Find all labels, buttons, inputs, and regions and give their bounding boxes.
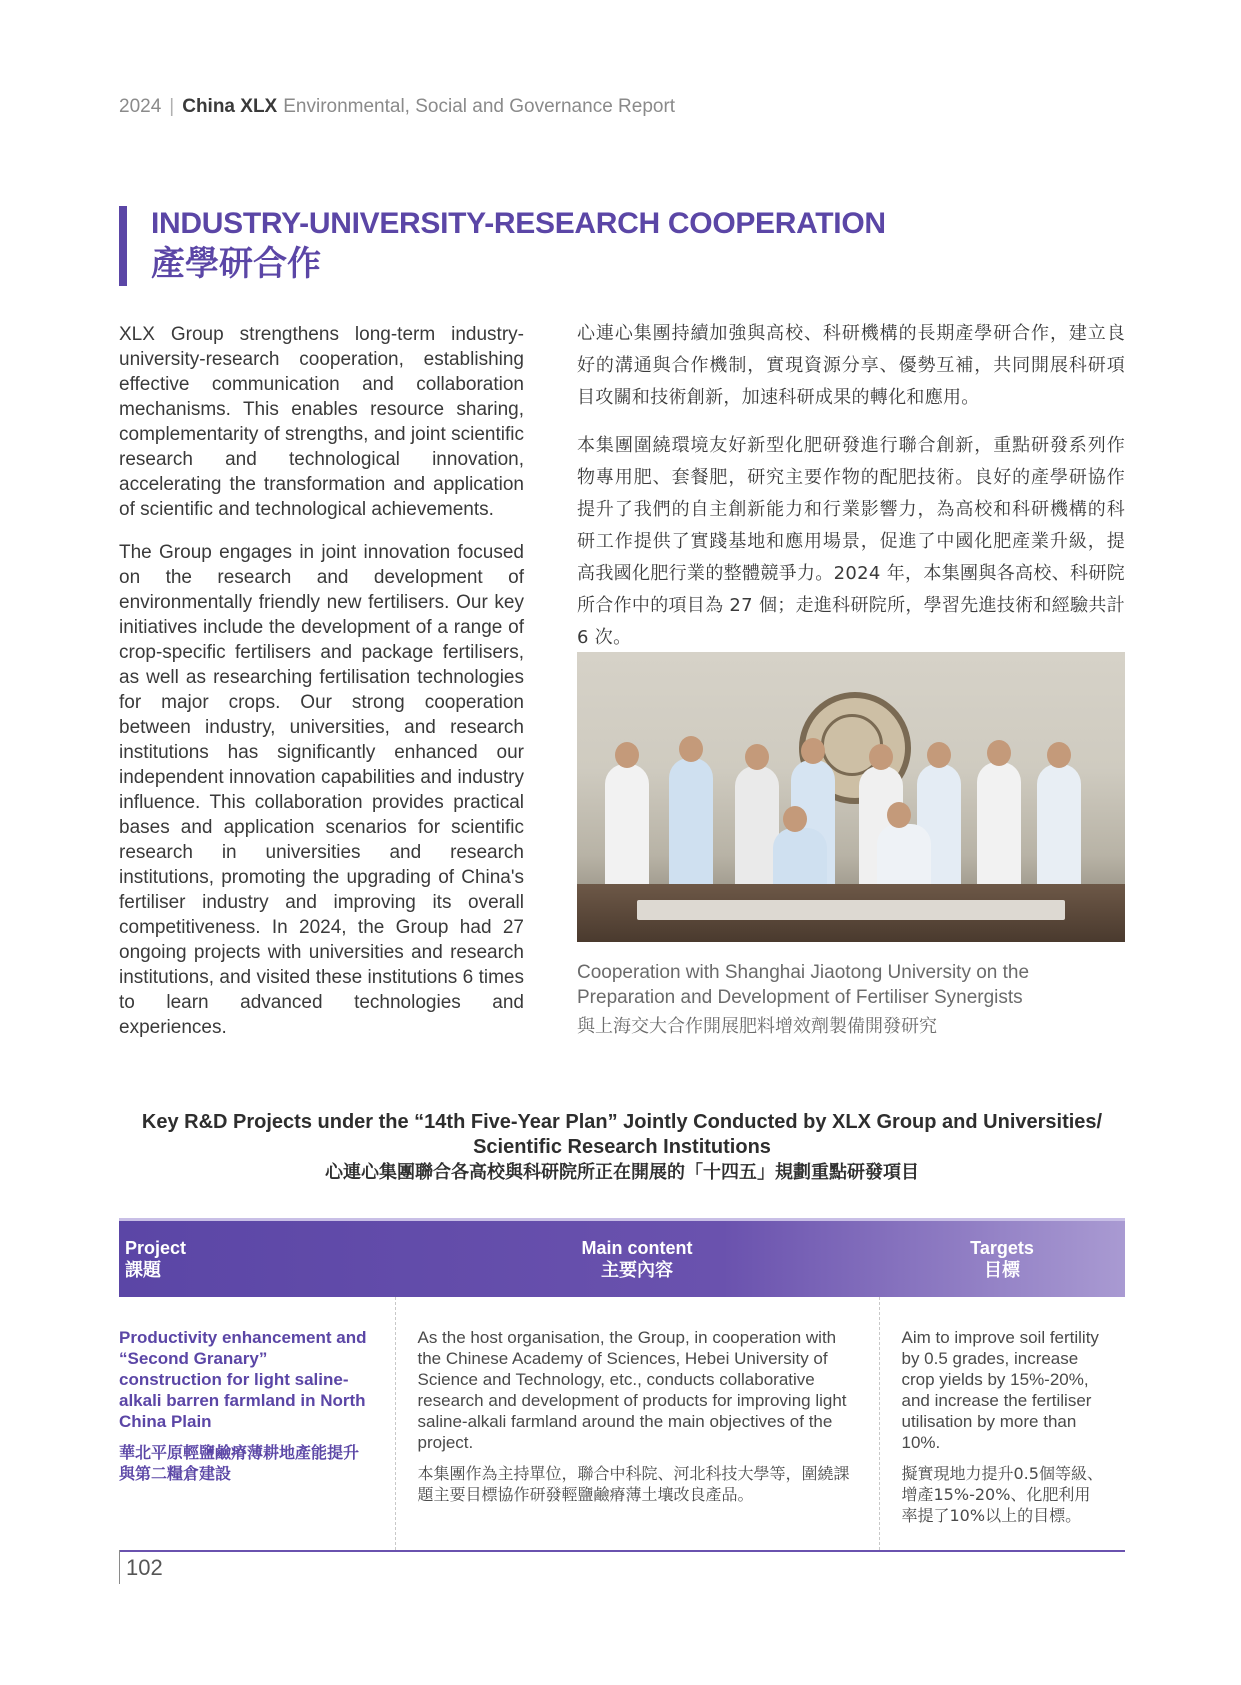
header-main-zh: 主要內容 (601, 1260, 673, 1280)
company-name: China XLX (182, 96, 278, 117)
main-content-cell (395, 1297, 879, 1551)
table-title-zh: 心連心集團聯合各高校與科研院所正在開展的「十四五」規劃重點研發項目 (325, 1162, 919, 1183)
targets-en: Aim to improve soil fertility by 0.5 grades, increase crop yields by 15%-20%, and increase the fertiliser utilisation by more than 10%. (901, 1328, 1099, 1452)
targets-zh: 擬實現地力提升0.5個等級、增產15%-20%、化肥利用率提了10%以上的目標。 (901, 1464, 1103, 1525)
chinese-body (577, 318, 1125, 670)
section-title-zh: 產學研合作 (151, 244, 321, 284)
chinese-paragraph-1: 心連心集團持續加強與高校、科研機構的長期產學研合作，建立良好的溝通與合作機制，實現資源分享、優勢互補，共同開展科研項目攻關和技術創新，加速科研成果的轉化和應用。 (577, 323, 1125, 408)
table-header-row (119, 1220, 1125, 1298)
person (977, 762, 1021, 902)
header-project (119, 1220, 395, 1298)
chinese-paragraph-2: 本集團圍繞環境友好新型化肥研發進行聯合創新，重點研發系列作物專用肥、套餐肥，研究主要作物的配肥技術。良好的產學研協作提升了我們的自主創新能力和行業影響力，為高校和科研機構的科研工作提供了實踐基地和應用場景，促進了中國化肥產業升級，提高我國化肥行業的整體競爭力。2024 年，本集團與各高校、科研院所合作中的項目為 27 個；走進科研院所，學習先進技術和經驗共計 6 次。 (577, 435, 1125, 648)
rd-projects-table (119, 1218, 1125, 1552)
report-year: 2024 (119, 96, 162, 117)
table-cloth (637, 900, 1065, 920)
person (605, 764, 649, 904)
project-cell (119, 1297, 395, 1551)
header-project-zh: 課題 (125, 1260, 161, 1280)
section-title-en: INDUSTRY-UNIVERSITY-RESEARCH COOPERATION (151, 207, 886, 240)
header-main-content (395, 1220, 879, 1298)
group-photo (577, 652, 1125, 942)
main-content-zh: 本集團作為主持單位，聯合中科院、河北科技大學等，圍繞課題主要目標協作研發輕鹽鹼瘠薄土壤改良產品。 (417, 1464, 850, 1504)
header-separator: | (169, 96, 175, 117)
section-title (119, 206, 886, 286)
targets-cell (879, 1297, 1125, 1551)
english-paragraph-2: The Group engages in joint innovation focused on the research and development of environmentally friendly new fertilisers. Our key initiatives include the development of a range of crop-specific fertilisers and package fertilisers, as well as researching fertilisation technologies for major crops. Our strong cooperation between industry, universities, and research institutions has significantly enhanced our independent innovation capabilities and industry influence. This collaboration provides practical bases and application scenarios for scientific research in universities and research institutions, promoting the upgrading of China's fertiliser industry and improving its overall competitiveness. In 2024, the Group had 27 ongoing projects with universities and research institutions, and visited these institutions 6 times to learn advanced technologies and experiences. (119, 542, 524, 1038)
photo-caption (577, 960, 1125, 1039)
english-body (119, 322, 524, 1058)
photo-caption-en: Cooperation with Shanghai Jiaotong University on the Preparation and Development of Fertiliser Synergists (577, 962, 1030, 1008)
running-header (119, 96, 675, 118)
report-title: Environmental, Social and Governance Report (283, 96, 676, 117)
photo-caption-zh: 與上海交大合作開展肥料增效劑製備開發研究 (577, 1016, 937, 1037)
table-title (119, 1110, 1125, 1185)
page-number: 102 (119, 1550, 163, 1584)
header-project-en: Project (125, 1238, 187, 1258)
project-name-zh: 華北平原輕鹽鹼瘠薄耕地產能提升與第二糧倉建設 (119, 1443, 360, 1483)
person (669, 758, 713, 898)
table-title-en: Key R&D Projects under the “14th Five-Year Plan” Jointly Conducted by XLX Group and Universities/ Scientific Research Institutions (141, 1111, 1103, 1158)
header-targets-en: Targets (970, 1238, 1034, 1258)
english-paragraph-1: XLX Group strengthens long-term industry-university-research cooperation, establishing effective communication and collaboration mechanisms. This enables resource sharing, complementarity of strengths, and joint scientific research and technological innovation, accelerating the transformation and application of scientific and technological achievements. (119, 324, 524, 520)
main-content-en: As the host organisation, the Group, in cooperation with the Chinese Academy of Sciences, Hebei University of Science and Technology, etc., conducts collaborative research and development of products for improving light saline-alkali farmland around the main objectives of the project. (417, 1328, 847, 1452)
header-targets-zh: 目標 (984, 1260, 1020, 1280)
project-name-en: Productivity enhancement and “Second Granary” construction for light saline-alkali barren farmland in North China Plain (119, 1328, 367, 1431)
header-targets (879, 1220, 1125, 1298)
table-row (119, 1297, 1125, 1551)
header-main-en: Main content (581, 1238, 693, 1258)
person (1037, 764, 1081, 904)
